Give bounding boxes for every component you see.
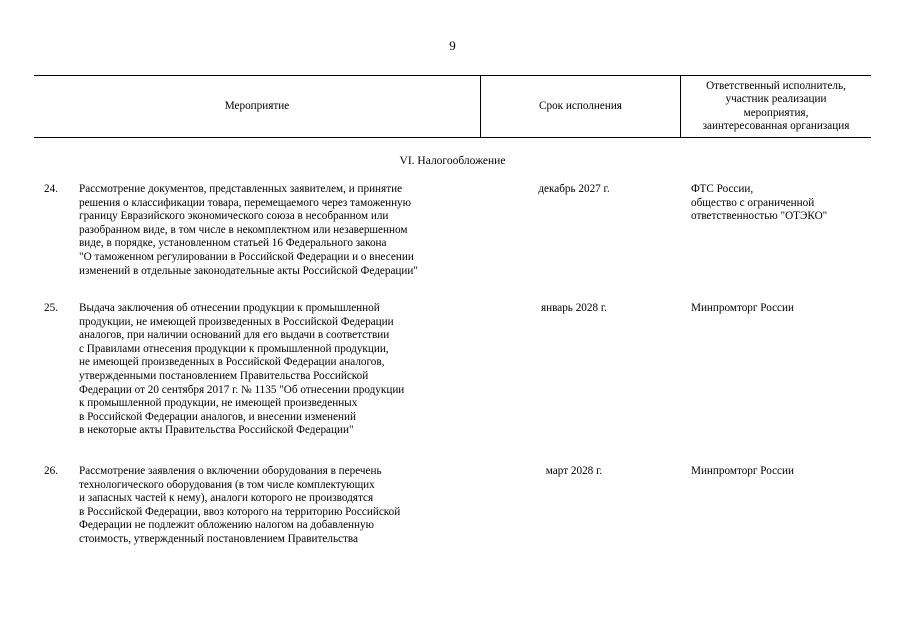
header-responsible-line: мероприятия,	[743, 106, 809, 119]
measure-line: Рассмотрение заявления о включении оборудования в перечень	[79, 465, 382, 477]
measure-line: в Российской Федерации аналогов, и внесении изменений	[79, 410, 356, 423]
table-header	[34, 75, 871, 138]
measure-line: изменений в отдельные законодательные акты Российской Федерации"	[79, 264, 418, 277]
responsible-line: Минпромторг России	[691, 302, 794, 314]
measure-line: Рассмотрение документов, представленных заявителем, и принятие	[79, 183, 403, 195]
measure-line: стоимость, утвержденный постановлением Правительства	[79, 532, 359, 545]
header-responsible-line: Ответственный исполнитель,	[706, 79, 846, 92]
measure-line: границу Евразийского экономического союза в несобранном или	[79, 210, 389, 223]
page-number: 9	[449, 38, 456, 53]
measure-line: утвержденными постановлением Правительства Российской	[79, 369, 369, 382]
responsible-line: ответственностью "ОТЭКО"	[691, 210, 828, 223]
measure-line: к промышленной продукции, не имеющей произведенных	[79, 397, 358, 410]
row-responsible	[669, 302, 871, 438]
measure-line: Федерации от 20 сентября 2017 г. № 1135 "Об отнесении продукции	[79, 383, 405, 396]
header-responsible-line: участник реализации	[725, 93, 827, 105]
measure-line: в Российской Федерации, ввоз которого на территорию Российской	[79, 505, 401, 518]
row-responsible	[669, 183, 871, 278]
responsible-line: Минпромторг России	[691, 465, 794, 477]
row-deadline: март 2028 г.	[545, 465, 603, 477]
measures-table	[34, 75, 871, 138]
row-number: 24.	[44, 183, 58, 195]
section-title: VI. Налогообложение	[399, 155, 506, 167]
measure-line: решения о классификации товара, перемещаемого через таможенную	[79, 196, 412, 209]
row-deadline: январь 2028 г.	[540, 302, 608, 314]
measure-line: виде, в порядке, установленном статьей 16 Федерального закона	[79, 237, 387, 250]
measure-line: с Правилами отнесения продукции к промышленной продукции,	[79, 342, 389, 355]
responsible-line: ФТС России,	[691, 183, 754, 195]
table-row	[44, 465, 871, 547]
measure-line: "О таможенном регулировании в Российской Федерации и о внесении	[79, 250, 414, 263]
responsible-line: общество с ограниченной	[691, 196, 815, 209]
row-deadline: декабрь 2027 г.	[538, 183, 610, 195]
header-measure: Мероприятие	[34, 76, 481, 137]
measure-line: технологического оборудования (в том числе комплектующих	[79, 478, 375, 491]
table-row	[44, 183, 871, 278]
measure-line: продукции, не имеющей произведенных в Российской Федерации	[79, 315, 394, 328]
row-measure-text	[79, 183, 479, 278]
row-measure-text	[79, 302, 479, 438]
row-number: 26.	[44, 465, 58, 477]
header-responsible-line: заинтересованная организация	[702, 120, 850, 132]
row-responsible	[669, 465, 871, 547]
measure-line: разобранном виде, в том числе в некомплектном или незавершенном	[79, 223, 408, 236]
measure-line: Федерации не подлежит обложению налогом на добавленную	[79, 519, 374, 532]
table-row	[44, 302, 871, 438]
measure-line: и запасных частей к нему), аналоги которого не производятся	[79, 492, 374, 505]
header-deadline: Срок исполнения	[481, 76, 681, 137]
measure-line: не имеющей произведенных в Российской Федерации аналогов,	[79, 356, 385, 369]
row-number: 25.	[44, 302, 58, 314]
measure-line: в некоторые акты Правительства Российской Федерации"	[79, 424, 354, 437]
measure-line: аналогов, при наличии оснований для его выдачи в соответствии	[79, 329, 390, 342]
row-measure-text	[79, 465, 479, 547]
header-responsible	[681, 76, 871, 137]
measure-line: Выдача заключения об отнесении продукции к промышленной	[79, 302, 380, 314]
